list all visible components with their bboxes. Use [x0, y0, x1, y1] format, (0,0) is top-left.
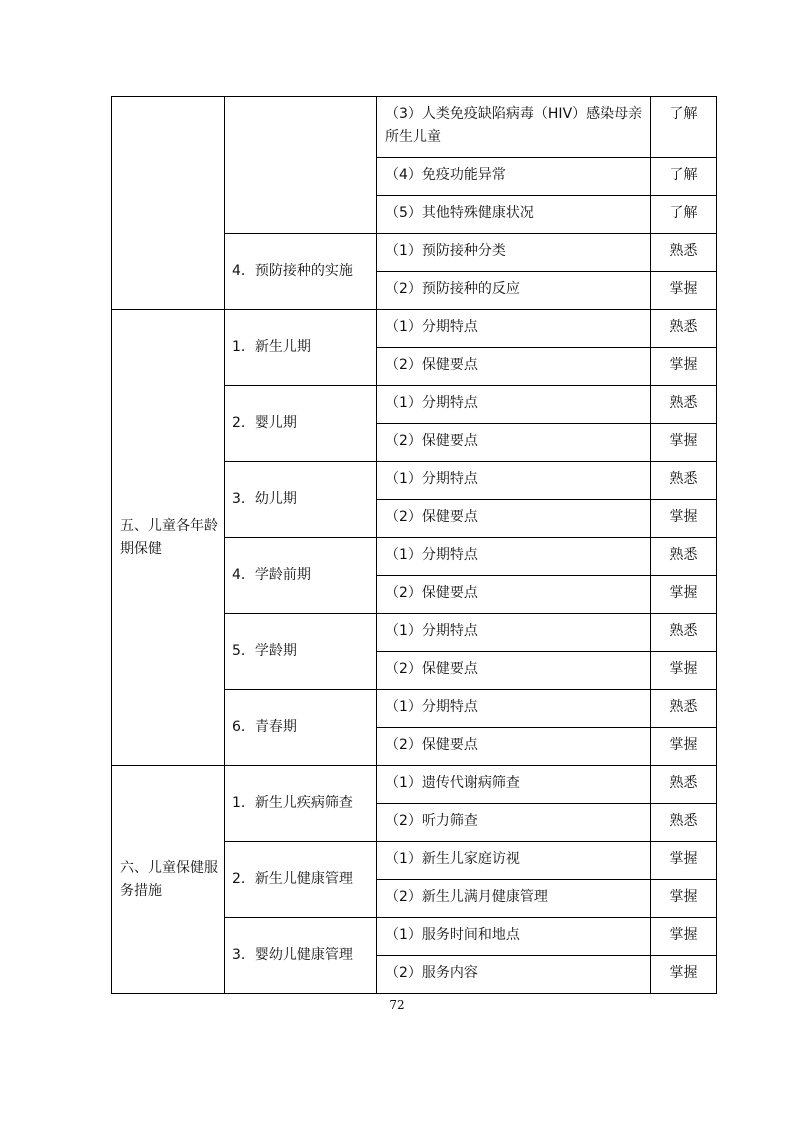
- subtopic-cell: （2）保健要点: [377, 348, 651, 386]
- level-cell: 熟悉: [651, 766, 717, 804]
- subtopic-cell: （1）服务时间和地点: [377, 918, 651, 956]
- level-cell: 掌握: [651, 652, 717, 690]
- unit-cell: 3．婴幼儿健康管理: [225, 918, 377, 994]
- subtopic-cell: （2）保健要点: [377, 500, 651, 538]
- unit-cell: 2．新生儿健康管理: [225, 842, 377, 918]
- level-cell: 掌握: [651, 880, 717, 918]
- level-cell: 掌握: [651, 576, 717, 614]
- level-cell: 掌握: [651, 842, 717, 880]
- level-cell: 掌握: [651, 500, 717, 538]
- page-number: 72: [389, 998, 405, 1012]
- level-cell: 熟悉: [651, 310, 717, 348]
- subtopic-cell: （2）服务内容: [377, 956, 651, 994]
- table-row: [112, 97, 717, 158]
- level-cell: 熟悉: [651, 386, 717, 424]
- unit-cell: 1．新生儿期: [225, 310, 377, 386]
- subtopic-cell: （2）保健要点: [377, 576, 651, 614]
- subtopic-cell: （1）分期特点: [377, 462, 651, 500]
- subtopic-cell: （1）预防接种分类: [377, 234, 651, 272]
- subtopic-cell: （1）分期特点: [377, 386, 651, 424]
- unit-cell: 1．新生儿疾病筛查: [225, 766, 377, 842]
- subtopic-cell: （1）分期特点: [377, 690, 651, 728]
- level-cell: 掌握: [651, 728, 717, 766]
- level-cell: 掌握: [651, 348, 717, 386]
- subtopic-cell: （4）免疫功能异常: [377, 158, 651, 196]
- unit-cell: [225, 97, 377, 234]
- level-cell: 熟悉: [651, 614, 717, 652]
- subtopic-cell: （1）分期特点: [377, 310, 651, 348]
- subtopic-cell: （3）人类免疫缺陷病毒（HIV）感染母亲所生儿童: [377, 97, 651, 158]
- level-cell: 掌握: [651, 918, 717, 956]
- table-row: [112, 310, 717, 348]
- level-cell: 掌握: [651, 272, 717, 310]
- unit-cell: 4．预防接种的实施: [225, 234, 377, 310]
- subtopic-cell: （1）新生儿家庭访视: [377, 842, 651, 880]
- level-cell: 了解: [651, 97, 717, 158]
- unit-cell: 3．幼儿期: [225, 462, 377, 538]
- level-cell: 熟悉: [651, 538, 717, 576]
- level-cell: 掌握: [651, 424, 717, 462]
- level-cell: 熟悉: [651, 690, 717, 728]
- subtopic-cell: （1）遗传代谢病筛查: [377, 766, 651, 804]
- syllabus-table: [111, 96, 717, 994]
- subtopic-cell: （2）保健要点: [377, 424, 651, 462]
- category-cell: 六、儿童保健服务措施: [112, 766, 225, 994]
- unit-cell: 6．青春期: [225, 690, 377, 766]
- subtopic-cell: （1）分期特点: [377, 538, 651, 576]
- level-cell: 了解: [651, 196, 717, 234]
- subtopic-cell: （2）预防接种的反应: [377, 272, 651, 310]
- subtopic-cell: （2）保健要点: [377, 728, 651, 766]
- subtopic-cell: （2）听力筛查: [377, 804, 651, 842]
- level-cell: 熟悉: [651, 804, 717, 842]
- subtopic-cell: （2）保健要点: [377, 652, 651, 690]
- unit-cell: 5．学龄期: [225, 614, 377, 690]
- level-cell: 掌握: [651, 956, 717, 994]
- unit-cell: 4．学龄前期: [225, 538, 377, 614]
- level-cell: 了解: [651, 158, 717, 196]
- subtopic-cell: （1）分期特点: [377, 614, 651, 652]
- unit-cell: 2．婴儿期: [225, 386, 377, 462]
- table-row: [112, 766, 717, 804]
- subtopic-cell: （5）其他特殊健康状况: [377, 196, 651, 234]
- category-cell: [112, 97, 225, 310]
- level-cell: 熟悉: [651, 462, 717, 500]
- subtopic-cell: （2）新生儿满月健康管理: [377, 880, 651, 918]
- category-cell: 五、儿童各年龄期保健: [112, 310, 225, 766]
- level-cell: 熟悉: [651, 234, 717, 272]
